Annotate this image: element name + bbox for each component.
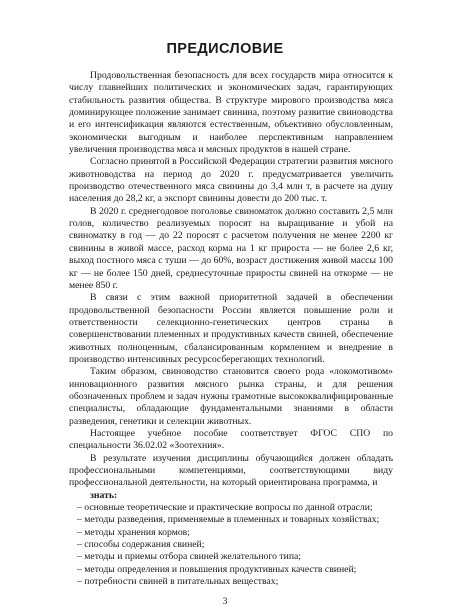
- list-item: – методы разведения, применяемые в племенных и товарных хозяйствах;: [77, 514, 380, 526]
- paragraph-5: Таким образом, свиноводство становится своего рода «локомотивом» инновационного развития мясного рынка страны, и для решения обозначенных проблем и задач нужны грамотные высококвалифицированные специалисты, обладающие фундаментальными знаниями в области разведения, генетики и селекции животных.: [69, 366, 393, 427]
- know-list: [69, 502, 393, 588]
- paragraph-1: Продовольственная безопасность для всех государств мира относится к числу главнейших политических и экономических задач, гарантирующих стабильность развития общества. В структуре мирового производства мяса доминирующее положение занимает свинина, поэтому развитие свиноводства и его интенсификация являются естественным, объективно обусловленным, экономически выгодным и наиболее перспективным направлением увеличения производства мяса и мясных продуктов в нашей стране.: [69, 70, 393, 156]
- paragraph-4: В связи с этим важной приоритетной задачей в обеспечении продовольственной безопасности России является повышение роли и ответственности селекционно-генетических центров страны в совершенствовании племенных и продуктивных качеств свиней, обеспечение животных полноценным, сбалансированным кормлением и внедрение в производство интенсивных ресурсосберегающих технологий.: [69, 292, 393, 365]
- list-item: – способы содержания свиней;: [77, 539, 205, 551]
- body-text: [69, 70, 393, 588]
- list-item: – основные теоретические и практические вопросы по данной отрасли;: [77, 502, 373, 514]
- list-item: – методы определения и повышения продуктивных качеств свиней;: [77, 563, 357, 575]
- page-number: 3: [222, 597, 228, 607]
- paragraph-6: Настоящее учебное пособие соответствует ФГОС СПО по специальности 36.02.02 «Зоотехния».: [69, 427, 393, 452]
- list-item: – потребности свиней в питательных веществах;: [77, 576, 279, 588]
- paragraph-3: В 2020 г. среднегодовое поголовье свиноматок должно составить 2,5 млн голов, количество реализуемых поросят на выращивание и убой на свиноматку в год — до 22 поросят с расчетом получения не менее 2200 кг свинины в живой массе, расход корма на 1 кг прироста — не более 2,6 кг, выход постного мяса с туши — до 60%, возраст достижения живой массы 100 кг — не более 150 дней, среднесуточные приросты свиней на откорме — не менее 850 г.: [69, 205, 393, 291]
- list-item: – методы хранения кормов;: [77, 526, 190, 538]
- paragraph-2: Согласно принятой в Российской Федерации стратегии развития мясного животноводства на период до 2020 г. предусматривается увеличить производство отечественного мяса свинины до 3,4 млн т, в расчете на душу населения до 28,2 кг, а экспорт свинины довести до 200 тыс. т.: [69, 156, 393, 205]
- know-label: знать:: [90, 489, 118, 501]
- list-item: – методы и приемы отбора свиней желательного типа;: [77, 551, 301, 563]
- page-title: ПРЕДИСЛОВИЕ: [166, 41, 284, 57]
- paragraph-7: В результате изучения дисциплины обучающийся должен обладать профессиональными компетенциями, соответствующими виду профессиональной деятельности, на который ориентирована программа, и: [69, 452, 393, 489]
